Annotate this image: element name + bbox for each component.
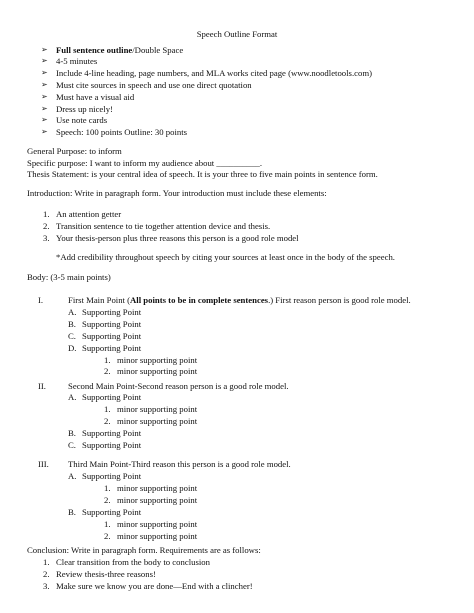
supporting-point: Supporting Point (82, 331, 142, 341)
credibility-note: *Add credibility throughout speech by citing your sources at least once in the body of the speech. (56, 252, 395, 262)
thesis-statement: Thesis Statement: is your central idea of speech. It is your three to five main points in sentence form. (27, 169, 378, 179)
list-number: 3. (43, 233, 50, 243)
arrow-bullet-icon: ➢ (41, 92, 48, 101)
arrow-bullet-icon: ➢ (41, 56, 48, 65)
sub-letter: B. (68, 428, 76, 438)
list-item: Review thesis-three reasons! (56, 569, 156, 579)
requirement-text: Full sentence outline/Double Space (56, 45, 184, 55)
arrow-bullet-icon: ➢ (41, 104, 48, 113)
arrow-bullet-icon: ➢ (41, 45, 48, 54)
sub-letter: C. (68, 440, 76, 450)
minor-supporting-point: minor supporting point (117, 531, 198, 541)
list-item: An attention getter (56, 209, 122, 219)
requirement-text: Use note cards (56, 115, 108, 125)
arrow-bullet-icon: ➢ (41, 127, 48, 136)
requirement-text: Include 4-line heading, page numbers, and MLA works cited page (www.noodletools.com) (56, 68, 372, 78)
main-point-text: First Main Point (All points to be in complete sentences.) First reason person is good role model. (68, 295, 411, 305)
arrow-bullet-icon: ➢ (41, 68, 48, 77)
supporting-point: Supporting Point (82, 440, 142, 450)
minor-number: 2. (104, 531, 111, 541)
arrow-bullet-icon: ➢ (41, 80, 48, 89)
supporting-point: Supporting Point (82, 471, 142, 481)
minor-number: 1. (104, 483, 111, 493)
list-item: Make sure we know you are done—End with a clincher! (56, 581, 253, 591)
list-number: 1. (43, 209, 50, 219)
sub-letter: B. (68, 507, 76, 517)
roman-numeral: II. (38, 381, 46, 391)
list-number: 3. (43, 581, 50, 591)
supporting-point: Supporting Point (82, 428, 142, 438)
supporting-point: Supporting Point (82, 507, 142, 517)
minor-supporting-point: minor supporting point (117, 483, 198, 493)
requirement-text: Must cite sources in speech and use one direct quotation (56, 80, 252, 90)
introduction-heading: Introduction: Write in paragraph form. Your introduction must include these elements: (27, 188, 327, 198)
list-number: 2. (43, 221, 50, 231)
main-point-text: Second Main Point-Second reason person is a good role model. (68, 381, 289, 391)
page-title: Speech Outline Format (196, 29, 278, 39)
requirement-text: Dress up nicely! (56, 104, 113, 114)
requirement-text: Must have a visual aid (56, 92, 135, 102)
minor-supporting-point: minor supporting point (117, 404, 198, 414)
supporting-point: Supporting Point (82, 392, 142, 402)
minor-number: 1. (104, 355, 111, 365)
roman-numeral: I. (38, 295, 44, 305)
minor-number: 2. (104, 495, 111, 505)
minor-supporting-point: minor supporting point (117, 495, 198, 505)
roman-numeral: III. (38, 459, 49, 469)
minor-supporting-point: minor supporting point (117, 519, 198, 529)
list-item: Clear transition from the body to conclusion (56, 557, 210, 567)
sub-letter: B. (68, 319, 76, 329)
supporting-point: Supporting Point (82, 319, 142, 329)
list-item: Your thesis-person plus three reasons this person is a good role model (56, 233, 299, 243)
supporting-point: Supporting Point (82, 307, 142, 317)
list-number: 1. (43, 557, 50, 567)
sub-letter: A. (68, 392, 77, 402)
main-point-text: Third Main Point-Third reason this person is a good role model. (68, 459, 291, 469)
conclusion-heading: Conclusion: Write in paragraph form. Requirements are as follows: (27, 545, 261, 555)
minor-supporting-point: minor supporting point (117, 355, 198, 365)
list-number: 2. (43, 569, 50, 579)
minor-number: 2. (104, 366, 111, 376)
minor-supporting-point: minor supporting point (117, 366, 198, 376)
sub-letter: A. (68, 471, 77, 481)
arrow-bullet-icon: ➢ (41, 115, 48, 124)
minor-supporting-point: minor supporting point (117, 416, 198, 426)
body-heading: Body: (3-5 main points) (27, 272, 111, 282)
specific-purpose: Specific purpose: I want to inform my audience about __________. (27, 158, 262, 168)
minor-number: 1. (104, 404, 111, 414)
supporting-point: Supporting Point (82, 343, 142, 353)
requirement-text: Speech: 100 points Outline: 30 points (56, 127, 188, 137)
sub-letter: A. (68, 307, 77, 317)
requirement-text: 4-5 minutes (56, 56, 98, 66)
sub-letter: D. (68, 343, 77, 353)
general-purpose: General Purpose: to inform (27, 146, 122, 156)
list-item: Transition sentence to tie together attention device and thesis. (56, 221, 271, 231)
sub-letter: C. (68, 331, 76, 341)
minor-number: 1. (104, 519, 111, 529)
minor-number: 2. (104, 416, 111, 426)
